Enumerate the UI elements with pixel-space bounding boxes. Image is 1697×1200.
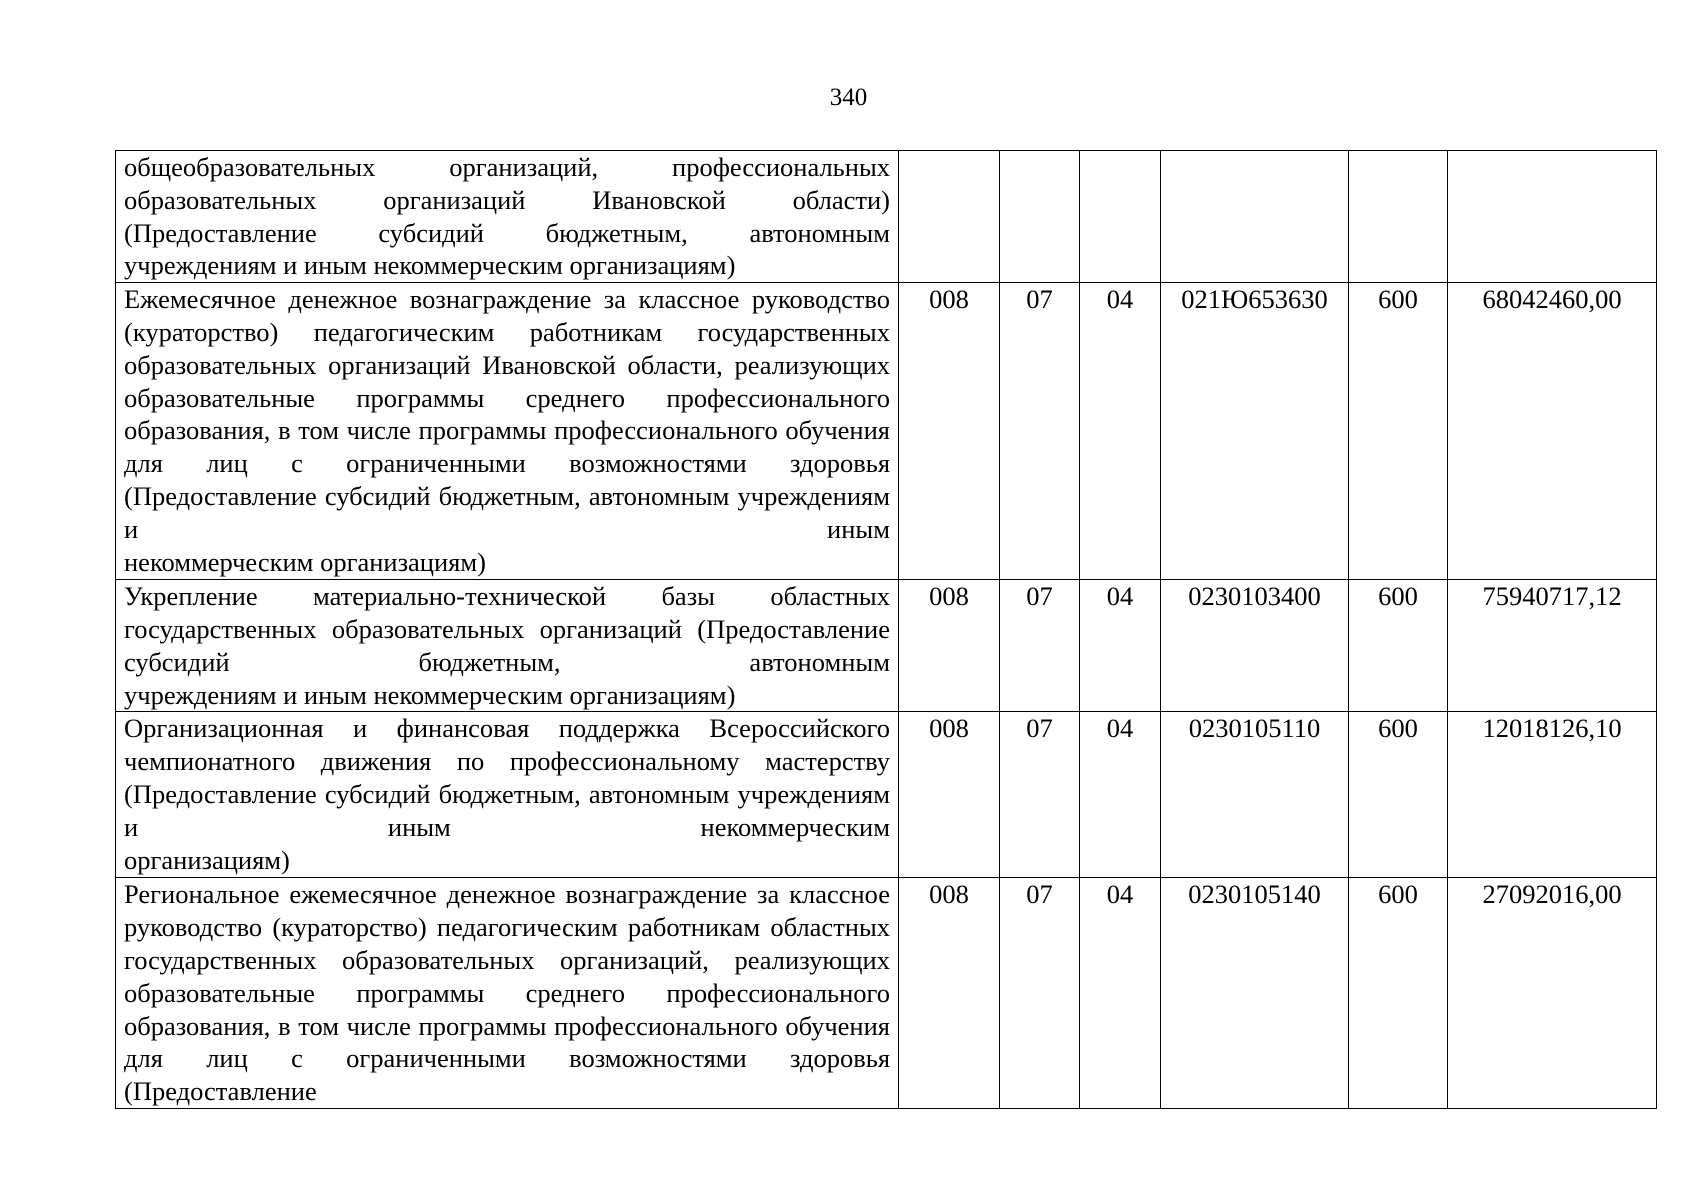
description-line: общеобразовательных организаций, профессиональных: [124, 152, 890, 182]
table-row: [116, 712, 1657, 878]
expense-description-cell: [116, 151, 899, 283]
description-last-line: некоммерческим организациям): [124, 546, 486, 577]
expense-type-cell: 600: [1349, 712, 1448, 878]
description-line: чемпионатного движения по профессиональному: [124, 746, 740, 777]
amount-cell: 12018126,10: [1448, 712, 1657, 878]
description-line: государственных образовательных организаций Ивановской: [124, 316, 890, 380]
description-line: среднего профессионального образования, в том числе: [124, 977, 890, 1041]
description-last-line: организациям): [124, 844, 290, 875]
target-article-cell: 0230105140: [1161, 878, 1349, 1109]
description-line: программы профессионального обучения для лиц с: [124, 1010, 890, 1074]
description-line: государственных образовательных организаций: [124, 613, 682, 644]
subsection-code-cell: 04: [1080, 580, 1161, 712]
description-line: (Предоставление субсидий бюджетным, автономным: [124, 613, 890, 677]
target-article-cell: 0230103400: [1161, 580, 1349, 712]
section-code-cell: 07: [1000, 712, 1080, 878]
amount-cell: 68042460,00: [1448, 283, 1657, 580]
description-line: (Предоставление субсидий бюджетным, автономным: [124, 217, 890, 248]
subsection-code-cell: [1080, 151, 1161, 283]
description-line: мастерству (Предоставление субсидий бюджетным,: [124, 746, 891, 809]
subsection-code-cell: 04: [1080, 283, 1161, 580]
description-line: Региональное ежемесячное денежное вознаграждение за: [124, 879, 780, 910]
section-code-cell: 07: [1000, 580, 1080, 712]
description-line: Укрепление материально-технической базы областных: [124, 581, 890, 612]
description-line: Ежемесячное денежное вознаграждение за классное: [124, 284, 740, 315]
description-line: руководство (кураторство) педагогическим работникам: [124, 284, 890, 347]
description-last-line: учреждениям и иным некоммерческим организациям): [124, 250, 736, 281]
description-line: работникам областных государственных образовательных: [124, 912, 891, 975]
description-line: возможностями здоровья (Предоставление субсидий: [124, 448, 891, 511]
ministry-code-cell: [899, 151, 1000, 283]
description-line: области, реализующих образовательные программы среднего: [124, 349, 890, 413]
ministry-code-cell: 008: [899, 580, 1000, 712]
description-line: Организационная и финансовая поддержка Всероссийского: [124, 713, 890, 744]
description-line: образовательных организаций Ивановской области): [124, 184, 890, 215]
amount-cell: [1448, 151, 1657, 283]
amount-cell: 75940717,12: [1448, 580, 1657, 712]
section-code-cell: 07: [1000, 878, 1080, 1109]
description-last-line: учреждениям и иным некоммерческим организациям): [124, 679, 736, 710]
description-line: профессионального обучения для лиц с ограниченными: [124, 415, 890, 479]
ministry-code-cell: 008: [899, 712, 1000, 878]
expense-description-cell: [116, 878, 899, 1109]
target-article-cell: 0230105110: [1161, 712, 1349, 878]
page-number: 340: [829, 84, 868, 111]
table-row: [116, 283, 1657, 580]
description-line: классное руководство (кураторство) педагогическим: [124, 879, 890, 943]
target-article-cell: [1161, 151, 1349, 283]
target-article-cell: 021Ю653630: [1161, 283, 1349, 580]
expense-type-cell: 600: [1349, 878, 1448, 1109]
description-line: профессионального образования, в том числе программы: [124, 382, 890, 446]
section-code-cell: [1000, 151, 1080, 283]
description-line: ограниченными возможностями здоровья (Предоставление: [124, 1043, 891, 1107]
expense-type-cell: 600: [1349, 283, 1448, 580]
expense-type-cell: [1349, 151, 1448, 283]
description-line: бюджетным, автономным учреждениям и иным: [124, 480, 890, 544]
budget-table: [115, 150, 1657, 1109]
amount-cell: 27092016,00: [1448, 878, 1657, 1109]
ministry-code-cell: 008: [899, 878, 1000, 1109]
expense-description-cell: [116, 283, 899, 580]
expense-description-cell: [116, 580, 899, 712]
description-line: автономным учреждениям и иным некоммерческим: [124, 778, 890, 842]
table-row: [116, 878, 1657, 1109]
expense-description-cell: [116, 712, 899, 878]
expense-type-cell: 600: [1349, 580, 1448, 712]
ministry-code-cell: 008: [899, 283, 1000, 580]
table-row: [116, 580, 1657, 712]
description-line: организаций, реализующих образовательные программы: [124, 944, 890, 1008]
subsection-code-cell: 04: [1080, 878, 1161, 1109]
section-code-cell: 07: [1000, 283, 1080, 580]
table-row: [116, 151, 1657, 283]
subsection-code-cell: 04: [1080, 712, 1161, 878]
table-body: [116, 151, 1657, 1109]
